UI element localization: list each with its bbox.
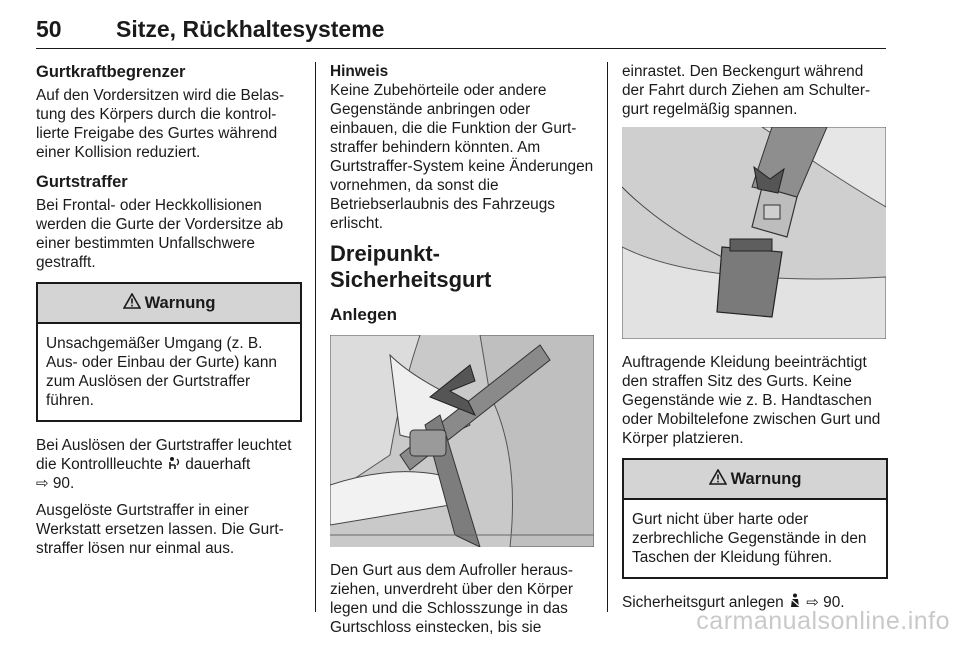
paragraph-einrastet: einrastet. Den Beckengurt während der Fahrt durch Ziehen am Schultergurt regelmäßig spannen. (622, 63, 871, 118)
warning-title: Warnung (730, 469, 802, 488)
warning-body (624, 500, 886, 577)
heading-anlegen: Anlegen (330, 305, 398, 324)
warning-text: Unsachgemäßer Umgang (z. B. Aus- oder Einbau der Gurte) kann zum Auslösen der Gurtstraffer führen. (46, 335, 277, 409)
hinweis-title: Hinweis (330, 63, 389, 80)
warning-text: Gurt nicht über harte oder zerbrechliche Gegenstände in den Taschen der Kleidung führen. (632, 511, 867, 566)
column-1 (36, 62, 302, 566)
paragraph-gurtkraftbegrenzer: Auf den Vordersitzen wird die Belastung des Körpers durch die kontrollierte Freigabe des Gurtes während einer Kollision reduziert. (36, 87, 285, 161)
paragraph-anlegen: Den Gurt aus dem Aufroller herausziehen, unverdreht über den Körper legen und die Schlosszunge in das Gurtschloss einstecken, bis sie (330, 562, 573, 636)
paragraph-ausloesen (36, 436, 302, 493)
paragraph-gurtstraffer: Bei Frontal- oder Heckkollisionen werden die Gurte der Vordersitze ab einer bestimmten Unfallschwere gestrafft. (36, 197, 284, 271)
column-2 (330, 62, 594, 645)
warning-box (36, 282, 302, 422)
anlegen-text: Sicherheitsgurt anlegen (622, 594, 784, 611)
page-reference[interactable]: 90. (52, 475, 75, 492)
heading-gurtstraffer: Gurtstraffer (36, 173, 128, 191)
illustration-belt-buckle (622, 127, 886, 339)
page-header (36, 10, 886, 49)
page-number: 50 (36, 16, 62, 42)
ausloesen-text-a: Bei Auslösen der Gurtstraffer leuchtet die Kontrollleuchte (36, 437, 292, 473)
hinweis-text: Keine Zubehörteile oder andere Gegenstände anbringen oder einbauen, die die Funktion der Gurtstraffer behindern könnten. Am Gurtstraffer-System keine Änderungen vornehmen, da sonst die Betriebserlaubnis des Fahrzeugs erlischt. (330, 82, 594, 232)
heading-gurtkraftbegrenzer: Gurtkraftbegrenzer (36, 63, 186, 81)
illustration-belt-fastening (330, 335, 594, 547)
section-title: Sitze, Rückhaltesysteme (116, 16, 385, 42)
page-reference-icon[interactable]: ⇨ (806, 594, 819, 611)
page-reference[interactable]: 90. (823, 594, 845, 611)
column-divider (607, 62, 608, 612)
page-reference-icon[interactable]: ⇨ (36, 475, 49, 492)
paragraph-kleidung: Auftragende Kleidung beeinträchtigt den straffen Sitz des Gurts. Keine Gegenstände wie z. B. Handtaschen oder Mobiltelefone zwischen Gurt und Körper platzieren. (622, 354, 881, 447)
heading-dreipunkt: Dreipunkt-Sicherheitsgurt (330, 241, 492, 292)
column-3 (622, 62, 888, 620)
ausloesen-text-b: dauerhaft (185, 456, 251, 473)
warning-triangle-icon (709, 469, 727, 490)
warning-box (622, 458, 888, 579)
warning-body (38, 324, 300, 420)
paragraph-ausgeloest: Ausgelöste Gurtstraffer in einer Werkstatt ersetzen lassen. Die Gurtstraffer lösen nur einmal aus. (36, 502, 284, 557)
airbag-indicator-icon (167, 456, 181, 473)
column-divider (315, 62, 316, 612)
warning-triangle-icon (123, 293, 141, 314)
warning-header (38, 284, 300, 324)
watermark: carmanualsonline.info (696, 607, 950, 635)
warning-title: Warnung (144, 293, 216, 312)
warning-header (624, 460, 886, 500)
